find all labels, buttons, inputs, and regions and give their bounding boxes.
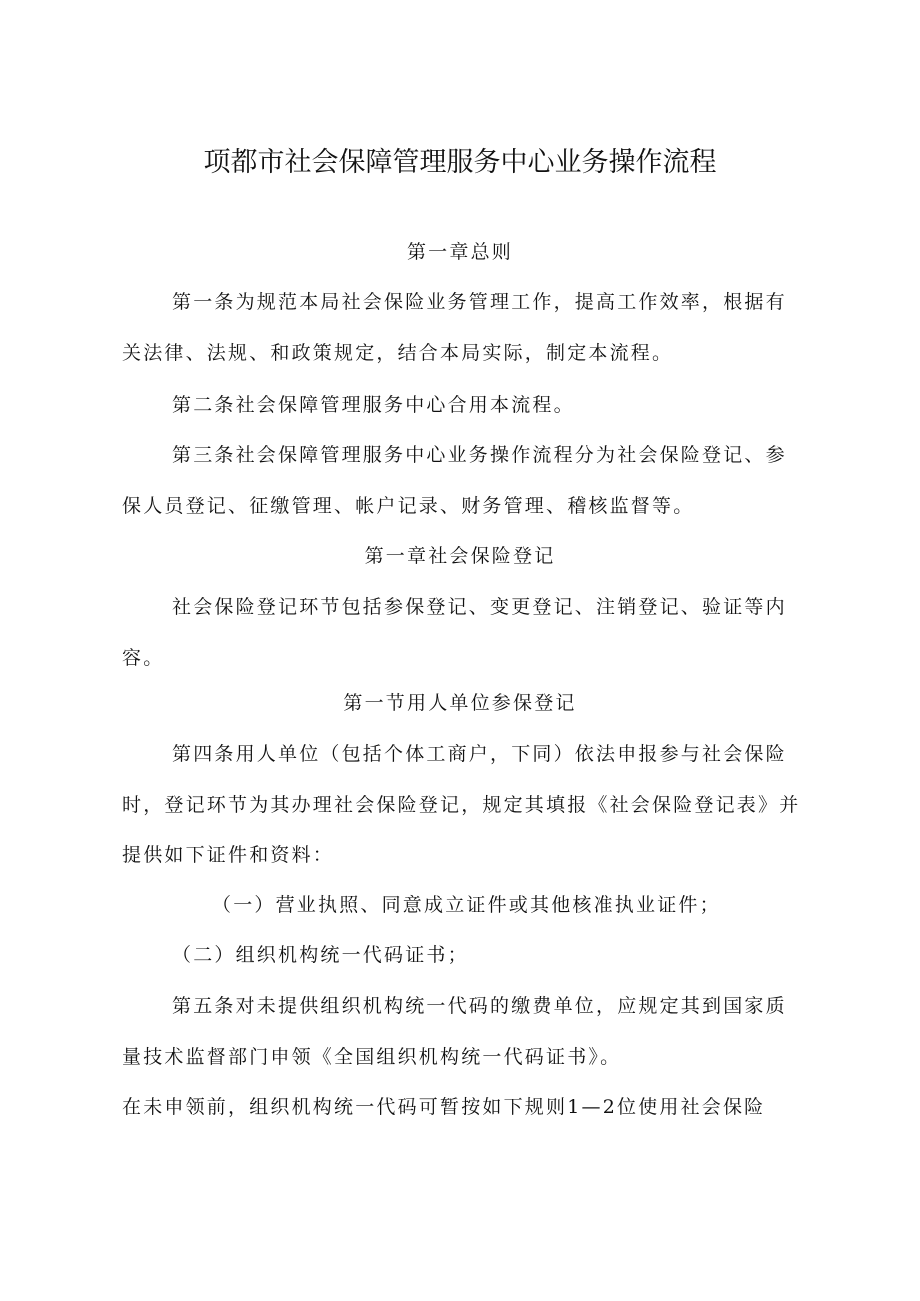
list-item-1: （一）营业执照、同意成立证件或其他核准执业证件； <box>212 894 721 916</box>
article-2: 第二条社会保障管理服务中心合用本流程。 <box>172 394 575 416</box>
article-3-line-2: 保人员登记、征缴管理、帐户记录、财务管理、稽核监督等。 <box>122 495 695 517</box>
document-title: 项都市社会保障管理服务中心业务操作流程 <box>203 147 717 178</box>
article-1-line-2: 关法律、法规、和政策规定，结合本局实际，制定本流程。 <box>122 342 674 364</box>
chapter-heading-registration: 第一章社会保险登记 <box>364 545 556 567</box>
article-4-line-1: 第四条用人单位（包括个体工商户，下同）依法申报参与社会保险 <box>172 743 787 765</box>
section-heading-employer-registration: 第一节用人单位参保登记 <box>343 692 577 714</box>
article-3-line-1: 第三条社会保障管理服务中心业务操作流程分为社会保险登记、参 <box>172 444 787 466</box>
list-item-2: （二）组织机构统一代码证书； <box>172 944 469 966</box>
registration-intro-line-1: 社会保险登记环节包括参保登记、变更登记、注销登记、验证等内 <box>172 596 787 618</box>
article-1-line-1: 第一条为规范本局社会保险业务管理工作，提高工作效率，根据有 <box>172 291 787 313</box>
article-5-line-3: 在未申领前，组织机构统一代码可暂按如下规则1—2位使用社会保险 <box>122 1096 766 1118</box>
article-5-line-2: 量技术监督部门申领《全国组织机构统一代码证书》。 <box>122 1046 622 1068</box>
article-4-line-2: 时，登记环节为其办理社会保险登记，规定其填报《社会保险登记表》并 <box>122 794 801 816</box>
article-4-line-3: 提供如下证件和资料： <box>122 844 335 866</box>
article-5-line-1: 第五条对未提供组织机构统一代码的缴费单位，应规定其到国家质 <box>172 995 787 1017</box>
chapter-heading-general: 第一章总则 <box>406 241 513 263</box>
registration-intro-line-2: 容。 <box>122 647 165 669</box>
